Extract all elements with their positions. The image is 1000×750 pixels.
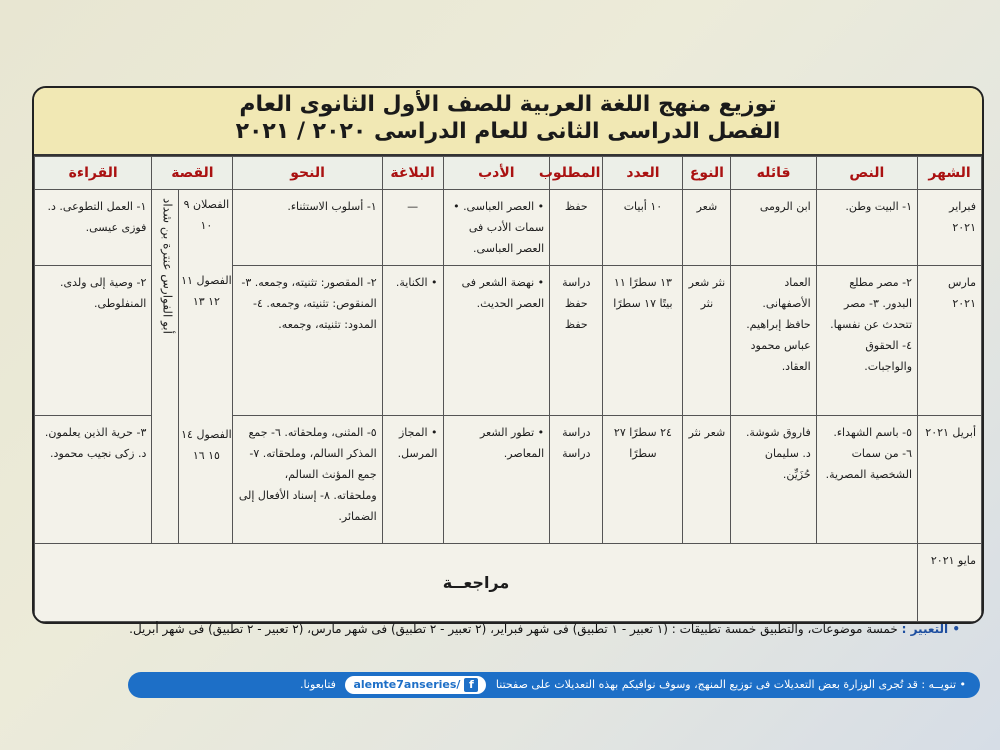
cell-count: ٢٤ سطرًا ٢٧ سطرًا: [603, 416, 683, 544]
facebook-link[interactable]: [345, 676, 486, 694]
cell-reading: ٢- وصية إلى ولدى. المنفلوطى.: [35, 266, 152, 416]
cell-count: ١٣ سطرًا ١١ بيتًا ١٧ سطرًا: [603, 266, 683, 416]
story-cell: [152, 190, 233, 544]
expression-label: • التعبير :: [901, 622, 960, 636]
story-wrap: [152, 190, 232, 543]
story-title-column: [152, 190, 179, 543]
header-story: القصة: [152, 157, 233, 190]
notice-text: • تنويــه : قد تُجرى الوزارة بعض التعديلات فى توزيع المنهج، وسوف نوافيكم بهذه التعديلات على صفحتنا: [495, 678, 966, 691]
story-feb: الفصلان ٩ ١٠: [183, 198, 230, 232]
cell-required: حفظ: [550, 190, 603, 266]
header-reading: القراءة: [35, 157, 152, 190]
cell-text: ٥- باسم الشهداء. ٦- من سمات الشخصية المصرية.: [816, 416, 917, 544]
cell-type: نثر شعر نثر: [683, 266, 731, 416]
header-literature: الأدب: [443, 157, 550, 190]
cell-required: دراسة دراسة: [550, 416, 603, 544]
facebook-icon: f: [464, 678, 478, 692]
header-count: العدد: [603, 157, 683, 190]
header-row: [35, 157, 982, 190]
curriculum-table: [34, 156, 982, 622]
cell-text: ٢- مصر مطلع البدور. ٣- مصر تتحدث عن نفسها. ٤- الحقوق والواجبات.: [816, 266, 917, 416]
cell-month: مايو ٢٠٢١: [918, 544, 982, 622]
cell-author: العماد الأصفهانى. حافظ إبراهيم. عباس محمود العقاد.: [731, 266, 816, 416]
header-type: النوع: [683, 157, 731, 190]
cell-reading: ٣- حرية الذين يعلمون. د. زكى نجيب محمود.: [35, 416, 152, 544]
title-box: [34, 88, 982, 156]
cell-rhetoric: —: [382, 190, 443, 266]
cell-month: فبراير ٢٠٢١: [918, 190, 982, 266]
header-rhetoric: البلاغة: [382, 157, 443, 190]
cell-literature: • نهضة الشعر فى العصر الحديث.: [443, 266, 550, 416]
story-title: أبو الفوارس عنترة بن شداد: [160, 198, 175, 334]
header-required: المطلوب: [550, 157, 603, 190]
facebook-handle: /alemte7anseries: [353, 678, 461, 691]
expression-note: [100, 622, 960, 636]
cell-month: مارس ٢٠٢١: [918, 266, 982, 416]
header-grammar: النحو: [233, 157, 382, 190]
cell-required: دراسة حفظ حفظ: [550, 266, 603, 416]
header-month: الشهر: [918, 157, 982, 190]
cell-literature: • تطور الشعر المعاصر.: [443, 416, 550, 544]
story-mar: الفصول ١١ ١٢ ١٣: [181, 274, 232, 308]
cell-grammar: ٢- المقصور: تثنيته، وجمعه. ٣- المنقوص: تثنيته، وجمعه. ٤- المدود: تثنيته، وجمعه.: [233, 266, 382, 416]
story-apr: الفصول ١٤ ١٥ ١٦: [181, 428, 232, 462]
cell-grammar: ١- أسلوب الاستثناء.: [233, 190, 382, 266]
notice-banner: [128, 672, 980, 698]
cell-month: أبريل ٢٠٢١: [918, 416, 982, 544]
table-row-feb: [35, 190, 982, 266]
cell-type: شعر: [683, 190, 731, 266]
cell-rhetoric: • الكناية.: [382, 266, 443, 416]
cell-text: ١- البيت وطن.: [816, 190, 917, 266]
follow-text: فتابعونا.: [300, 678, 336, 691]
title-line-1: توزيع منهج اللغة العربية للصف الأول الثانوى العام: [239, 92, 777, 117]
expression-text: خمسة موضوعات، والتطبيق خمسة تطبيقات : (١ تعبير - ١ تطبيق) فى شهر فبراير، (٢ تعبير - ٢ تطبيق) فى شهر مارس، (٢ تعبير - ٢ تطبيق) فى شهر أبريل.: [129, 622, 898, 636]
header-text: النص: [816, 157, 917, 190]
header-author: قائله: [731, 157, 816, 190]
cell-author: فاروق شوشة. د. سليمان حُزَيِّن.: [731, 416, 816, 544]
cell-count: ١٠ أبيات: [603, 190, 683, 266]
cell-reading: ١- العمل التطوعى. د. فوزى عيسى.: [35, 190, 152, 266]
cell-type: شعر نثر: [683, 416, 731, 544]
table-row-may: [35, 544, 982, 622]
curriculum-frame: [32, 86, 984, 624]
cell-author: ابن الرومى: [731, 190, 816, 266]
cell-rhetoric: • المجاز المرسل.: [382, 416, 443, 544]
title-line-2: الفصل الدراسى الثانى للعام الدراسى ٢٠٢٠ / ٢٠٢١: [235, 119, 781, 144]
cell-grammar: ٥- المثنى، وملحقاته. ٦- جمع المذكر السالم، وملحقاته. ٧- جمع المؤنث السالم، وملحقاته. ٨- إسناد الأفعال إلى الضمائر.: [233, 416, 382, 544]
cell-literature: • العصر العباسى. • سمات الأدب فى العصر العباسى.: [443, 190, 550, 266]
review-cell: مراجعــة: [35, 544, 918, 622]
